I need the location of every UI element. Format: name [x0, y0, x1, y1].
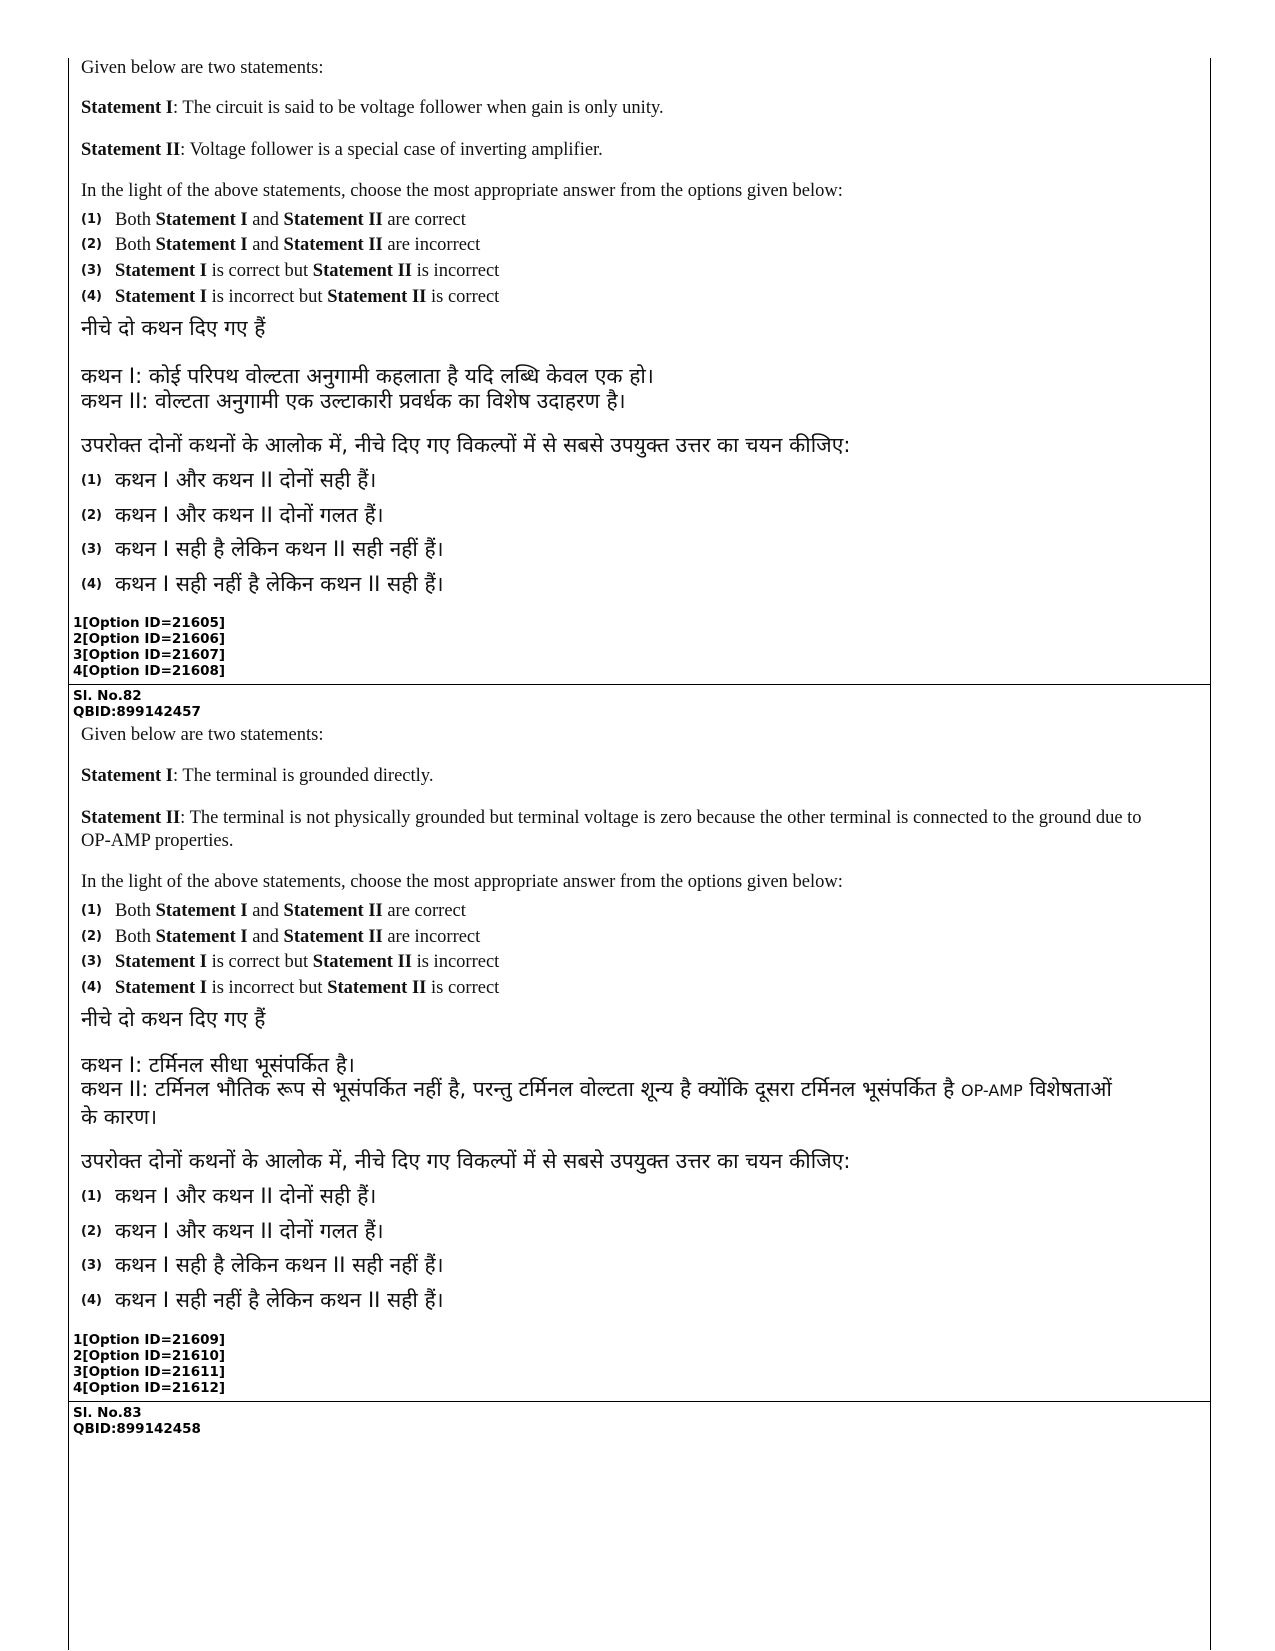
q82-hindi-option-3: (3) कथन I सही है लेकिन कथन II सही नहीं हैं।	[81, 1253, 444, 1277]
q81-hindi-option-1: (1) कथन I और कथन II दोनों सही हैं।	[81, 468, 377, 492]
q81-hindi-option-3: (3) कथन I सही है लेकिन कथन II सही नहीं हैं।	[81, 537, 444, 561]
q82-statement-2: Statement II: The terminal is not physically grounded but terminal voltage is zero because the other terminal is connected to the ground due to OP-AMP properties.	[81, 808, 1142, 851]
q81-hindi-intro: नीचे दो कथन दिए गए हैं	[81, 316, 266, 340]
option-id: 3[Option ID=21607]	[73, 647, 226, 663]
question-divider	[69, 684, 1210, 685]
question-frame	[68, 58, 1211, 1650]
q82-option-2: (2) Both Statement I and Statement II are incorrect	[81, 927, 481, 947]
q81-option-4: (4) Statement I is incorrect but Statement II is correct	[81, 287, 500, 307]
option-id: 4[Option ID=21608]	[73, 663, 226, 679]
option-id: 2[Option ID=21606]	[73, 631, 226, 647]
q82-hindi-option-2: (2) कथन I और कथन II दोनों गलत हैं।	[81, 1219, 384, 1243]
q82-hindi-intro: नीचे दो कथन दिए गए हैं	[81, 1007, 266, 1031]
q82-intro: Given below are two statements:	[81, 725, 324, 745]
q82-hindi-statement-2: कथन II: टर्मिनल भौतिक रूप से भूसंपर्कित नहीं है, परन्तु टर्मिनल वोल्टता शून्य है क्योंकि दूसरा टर्मिनल भूसंपर्कित है OP-AMP विशेषताओं के कारण।	[81, 1077, 1112, 1129]
q81-hindi-statement-1: कथन I: कोई परिपथ वोल्टता अनुगामी कहलाता है यदि लब्धि केवल एक हो।	[81, 364, 654, 388]
q83-serial-number: Sl. No.83	[73, 1405, 142, 1421]
option-id: 3[Option ID=21611]	[73, 1364, 226, 1380]
q81-hindi-instruction: उपरोक्त दोनों कथनों के आलोक में, नीचे दिए गए विकल्पों में से सबसे उपयुक्त उत्तर का चयन कीजिए:	[81, 433, 851, 457]
q81-statement-2: Statement II: Voltage follower is a special case of inverting amplifier.	[81, 140, 603, 160]
q81-instruction: In the light of the above statements, choose the most appropriate answer from the options given below:	[81, 181, 843, 201]
q81-option-3: (3) Statement I is correct but Statement II is incorrect	[81, 261, 500, 281]
q82-option-ids	[73, 1332, 225, 1396]
q82-hindi-statement-1: कथन I: टर्मिनल सीधा भूसंपर्कित है।	[81, 1053, 355, 1077]
option-id: 1[Option ID=21609]	[73, 1332, 226, 1348]
q81-option-1: (1) Both Statement I and Statement II are correct	[81, 210, 466, 230]
q82-hindi-option-1: (1) कथन I और कथन II दोनों सही हैं।	[81, 1184, 377, 1208]
q81-option-ids	[73, 615, 225, 679]
q83-qbid: QBID:899142458	[73, 1421, 201, 1437]
q81-statement-1: Statement I: The circuit is said to be voltage follower when gain is only unity.	[81, 98, 664, 118]
q81-option-2: (2) Both Statement I and Statement II are incorrect	[81, 235, 481, 255]
q82-option-1: (1) Both Statement I and Statement II are correct	[81, 901, 466, 921]
q81-hindi-statement-2: कथन II: वोल्टता अनुगामी एक उल्टाकारी प्रवर्धक का विशेष उदाहरण है।	[81, 389, 626, 413]
q82-option-3: (3) Statement I is correct but Statement II is incorrect	[81, 952, 500, 972]
option-id: 2[Option ID=21610]	[73, 1348, 226, 1364]
q82-instruction: In the light of the above statements, choose the most appropriate answer from the options given below:	[81, 872, 843, 892]
q82-hindi-option-4: (4) कथन I सही नहीं है लेकिन कथन II सही हैं।	[81, 1288, 444, 1312]
q81-intro: Given below are two statements:	[81, 58, 324, 78]
q82-serial-number: Sl. No.82	[73, 688, 142, 704]
option-id: 4[Option ID=21612]	[73, 1380, 226, 1396]
q82-option-4: (4) Statement I is incorrect but Statement II is correct	[81, 978, 500, 998]
q81-hindi-option-2: (2) कथन I और कथन II दोनों गलत हैं।	[81, 503, 384, 527]
question-divider	[69, 1401, 1210, 1402]
q82-statement-1: Statement I: The terminal is grounded directly.	[81, 766, 434, 786]
q81-hindi-option-4: (4) कथन I सही नहीं है लेकिन कथन II सही हैं।	[81, 572, 444, 596]
q82-qbid: QBID:899142457	[73, 704, 201, 720]
option-id: 1[Option ID=21605]	[73, 615, 226, 631]
q82-hindi-instruction: उपरोक्त दोनों कथनों के आलोक में, नीचे दिए गए विकल्पों में से सबसे उपयुक्त उत्तर का चयन कीजिए:	[81, 1149, 851, 1173]
